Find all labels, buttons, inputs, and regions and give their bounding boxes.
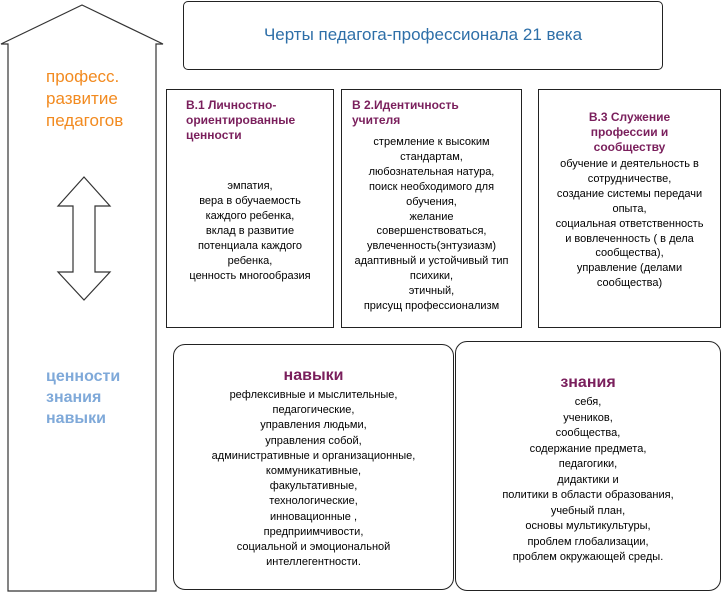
skills-heading: навыки: [283, 367, 344, 384]
b3-list: [539, 157, 720, 291]
b1-list: [169, 179, 331, 284]
list-item: адаптивный и устойчивый тип: [354, 255, 509, 268]
list-item: и вовлеченность ( в дела: [565, 232, 694, 245]
list-item: учеников,: [563, 411, 613, 424]
b3-heading: [539, 110, 720, 155]
list-item: содержание предмета,: [529, 442, 647, 455]
list-item: эмпатия,: [227, 180, 273, 192]
list-item: ребенка,: [227, 255, 273, 267]
list-item: потенциала каждого: [197, 240, 303, 252]
skills-box: [173, 344, 454, 590]
left-top-label: [46, 66, 123, 132]
list-item: увлеченность(энтузиазм): [366, 240, 497, 253]
left-top-label-line: педагогов: [46, 111, 124, 130]
list-item: ценность многообразия: [189, 270, 311, 282]
list-item: дидактики и: [557, 473, 619, 486]
values-box-b3: [538, 89, 721, 328]
list-item: управление (делами: [576, 262, 683, 275]
b1-heading-line: ориентированные: [186, 113, 296, 127]
b3-heading-line: сообществу: [593, 140, 666, 154]
values-box-b2: [341, 89, 522, 328]
list-item: социальная ответственность: [555, 217, 704, 230]
b3-heading-line: профессии и: [590, 125, 669, 139]
list-item: педагогики,: [558, 458, 618, 470]
list-item: предприимчивости,: [263, 525, 364, 538]
list-item: создание системы передачи: [556, 187, 703, 200]
list-item: технологические,: [269, 495, 358, 508]
left-bottom-label: [46, 366, 120, 429]
left-top-label-line: професс.: [46, 67, 120, 86]
values-box-b1: [166, 89, 334, 328]
b2-heading: [352, 98, 459, 128]
list-item: управления собой,: [265, 434, 362, 447]
list-item: педагогические,: [272, 404, 355, 417]
list-item: стандартам,: [400, 150, 463, 163]
list-item: проблем глобализации,: [527, 535, 649, 548]
b2-heading-line: В 2.Идентичность: [352, 98, 459, 112]
list-item: опыта,: [612, 202, 647, 215]
left-bottom-label-line: ценности: [46, 368, 121, 385]
skills-list: [174, 388, 453, 570]
knowledge-list: [456, 395, 720, 566]
list-item: административные и организационные,: [211, 449, 416, 462]
list-item: инновационные ,: [269, 510, 358, 523]
left-top-label-line: развитие: [46, 89, 118, 108]
list-item: обучение и деятельность в: [560, 158, 699, 170]
b1-heading-line: В.1 Личностно-: [186, 98, 277, 112]
b1-heading-line: ценности: [186, 128, 242, 142]
list-item: сообщества): [596, 277, 663, 290]
list-item: основы мультикультуры,: [525, 520, 651, 532]
title-box: [183, 1, 663, 70]
list-item: рефлексивные и мыслительные,: [229, 389, 398, 401]
list-item: вклад в развитие: [205, 225, 295, 237]
list-item: стремление к высоким: [373, 136, 490, 148]
left-bottom-label-line: навыки: [46, 410, 106, 427]
b3-heading-line: В.3 Служение: [588, 110, 671, 124]
b2-list: [342, 135, 521, 314]
knowledge-box: [455, 341, 721, 591]
list-item: любознательная натура,: [368, 165, 495, 178]
list-item: вера в обучаемость: [199, 195, 301, 207]
list-item: сообщества,: [555, 427, 621, 439]
list-item: себя,: [574, 396, 602, 408]
list-item: поиск необходимого для: [368, 180, 495, 193]
left-bottom-label-line: знания: [46, 389, 102, 406]
list-item: сообщества),: [595, 247, 664, 260]
list-item: политики в области образования,: [502, 489, 674, 501]
list-item: учебный план,: [550, 504, 626, 517]
list-item: каждого ребенка,: [205, 210, 295, 222]
list-item: социальной и эмоциональной: [236, 541, 391, 554]
list-item: сотрудничестве,: [587, 172, 672, 185]
list-item: интеллегентности.: [266, 556, 361, 569]
knowledge-heading: знания: [560, 374, 616, 391]
list-item: коммуникативные,: [265, 465, 362, 478]
b1-heading: [186, 98, 295, 143]
list-item: управления людьми,: [260, 419, 367, 432]
list-item: проблем окружающей среды.: [512, 551, 664, 563]
list-item: этичный,: [408, 285, 455, 298]
list-item: совершенствоваться,: [376, 225, 487, 238]
b2-heading-line: учителя: [352, 113, 401, 127]
list-item: обучения,: [406, 195, 457, 208]
list-item: присущ профессионализм: [363, 299, 500, 312]
list-item: психики,: [409, 270, 454, 283]
list-item: факультативные,: [269, 480, 358, 493]
page-title: Черты педагога-профессионала 21 века: [263, 25, 583, 44]
double-arrow-icon: [56, 176, 116, 306]
list-item: желание: [409, 210, 454, 223]
